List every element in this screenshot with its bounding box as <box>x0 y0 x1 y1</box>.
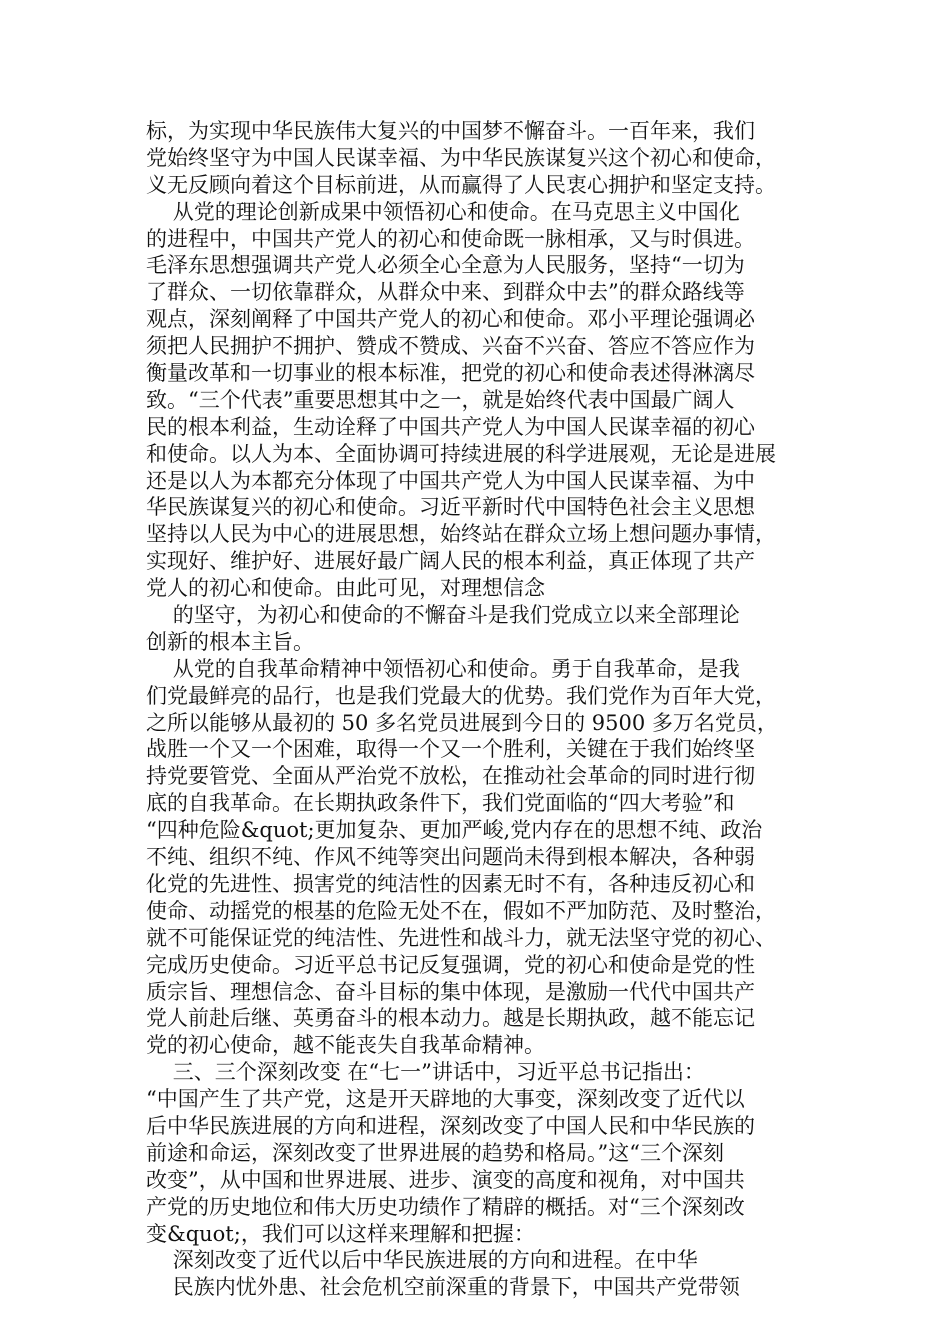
text-line: 后中华民族进展的方向和进程，深刻改变了中国人民和中华民族的 <box>146 1113 755 1138</box>
text-line: 致。“三个代表”重要思想其中之一，就是始终代表中国最广阔人 <box>146 387 735 412</box>
text-line: 民族内忧外患、社会危机空前深重的背景下，中国共产党带领 <box>146 1275 740 1300</box>
text-line: 从党的理论创新成果中领悟初心和使命。在马克思主义中国化 <box>146 199 740 224</box>
text-line: 持党要管党、全面从严治党不放松，在推动社会革命的同时进行彻 <box>146 764 755 789</box>
text-line: 华民族谋复兴的初心和使命。习近平新时代中国特色社会主义思想 <box>146 495 755 520</box>
text-line: “四种危险&quot;更加复杂、更加严峻,党内存在的思想不纯、政治 <box>146 818 763 843</box>
text-line: 质宗旨、理想信念、奋斗目标的集中体现，是激励一代代中国共产 <box>146 979 755 1004</box>
text-line: 完成历史使命。习近平总书记反复强调，党的初心和使命是党的性 <box>146 952 755 977</box>
text-line: 三、三个深刻改变 在“七一”讲话中，习近平总书记指出： <box>146 1060 705 1085</box>
text-line: 了群众、一切依靠群众，从群众中来、到群众中去”的群众路线等 <box>146 280 745 305</box>
text-line: 党始终坚守为中国人民谋幸福、为中华民族谋复兴这个初心和使命， <box>146 145 776 170</box>
text-line: 党的初心使命，越不能丧失自我革命精神。 <box>146 1033 545 1058</box>
text-line: 战胜一个又一个困难，取得一个又一个胜利，关键在于我们始终坚 <box>146 737 755 762</box>
text-line: 观点，深刻阐释了中国共产党人的初心和使命。邓小平理论强调必 <box>146 307 755 332</box>
body-text <box>146 118 826 1301</box>
text-line: 们党最鲜亮的品行，也是我们党最大的优势。我们党作为百年大党， <box>146 683 776 708</box>
text-line: 衡量改革和一切事业的根本标准，把党的初心和使命表述得淋漓尽 <box>146 361 755 386</box>
text-line: 坚持以人民为中心的进展思想，始终站在群众立场上想问题办事情， <box>146 522 776 547</box>
text-line: 前途和命运，深刻改变了世界进展的趋势和格局。”这“三个深刻 <box>146 1140 724 1165</box>
text-line: 实现好、维护好、进展好最广阔人民的根本利益，真正体现了共产 <box>146 549 755 574</box>
text-line: 变&quot;，我们可以这样来理解和把握： <box>146 1221 535 1246</box>
text-line: 改变”，从中国和世界进展、进步、演变的高度和视角，对中国共 <box>146 1167 745 1192</box>
text-line: 和使命。以人为本、全面协调可持续进展的科学进展观，无论是进展 <box>146 441 776 466</box>
text-line: 化党的先进性、损害党的纯洁性的因素无时不有，各种违反初心和 <box>146 871 755 896</box>
text-line: 就不可能保证党的纯洁性、先进性和战斗力，就无法坚守党的初心、 <box>146 925 776 950</box>
text-line: 民的根本利益，生动诠释了中国共产党人为中国人民谋幸福的初心 <box>146 414 755 439</box>
text-line: 党人的初心和使命。由此可见，对理想信念 <box>146 576 545 601</box>
text-line: “中国产生了共产党，这是开天辟地的大事变，深刻改变了近代以 <box>146 1087 745 1112</box>
text-line: 还是以人为本都充分体现了中国共产党人为中国人民谋幸福、为中 <box>146 468 755 493</box>
text-line: 党人前赴后继、英勇奋斗的根本动力。越是长期执政，越不能忘记 <box>146 1006 755 1031</box>
text-line: 之所以能够从最初的 50 多名党员进展到今日的 9500 多万名党员， <box>146 710 778 735</box>
text-line: 不纯、组织不纯、作风不纯等突出问题尚未得到根本解决，各种弱 <box>146 845 755 870</box>
text-line: 毛泽东思想强调共产党人必须全心全意为人民服务，坚持“一切为 <box>146 253 745 278</box>
text-line: 产党的历史地位和伟大历史功绩作了精辟的概括。对“三个深刻改 <box>146 1194 745 1219</box>
text-line: 的进程中，中国共产党人的初心和使命既一脉相承，又与时俱进。 <box>146 226 755 251</box>
text-line: 深刻改变了近代以后中华民族进展的方向和进程。在中华 <box>146 1248 698 1273</box>
text-line: 须把人民拥护不拥护、赞成不赞成、兴奋不兴奋、答应不答应作为 <box>146 334 755 359</box>
text-line: 标，为实现中华民族伟大复兴的中国梦不懈奋斗。一百年来，我们 <box>146 119 755 143</box>
text-line: 的坚守，为初心和使命的不懈奋斗是我们党成立以来全部理论 <box>146 603 740 628</box>
text-line: 从党的自我革命精神中领悟初心和使命。勇于自我革命，是我 <box>146 656 740 681</box>
text-line: 义无反顾向着这个目标前进，从而赢得了人民衷心拥护和坚定支持。 <box>146 172 776 197</box>
text-line: 使命、动摇党的根基的危险无处不在，假如不严加防范、及时整治， <box>146 898 776 923</box>
text-line: 创新的根本主旨。 <box>146 629 314 654</box>
text-line: 底的自我革命。在长期执政条件下，我们党面临的“四大考验”和 <box>146 791 735 816</box>
